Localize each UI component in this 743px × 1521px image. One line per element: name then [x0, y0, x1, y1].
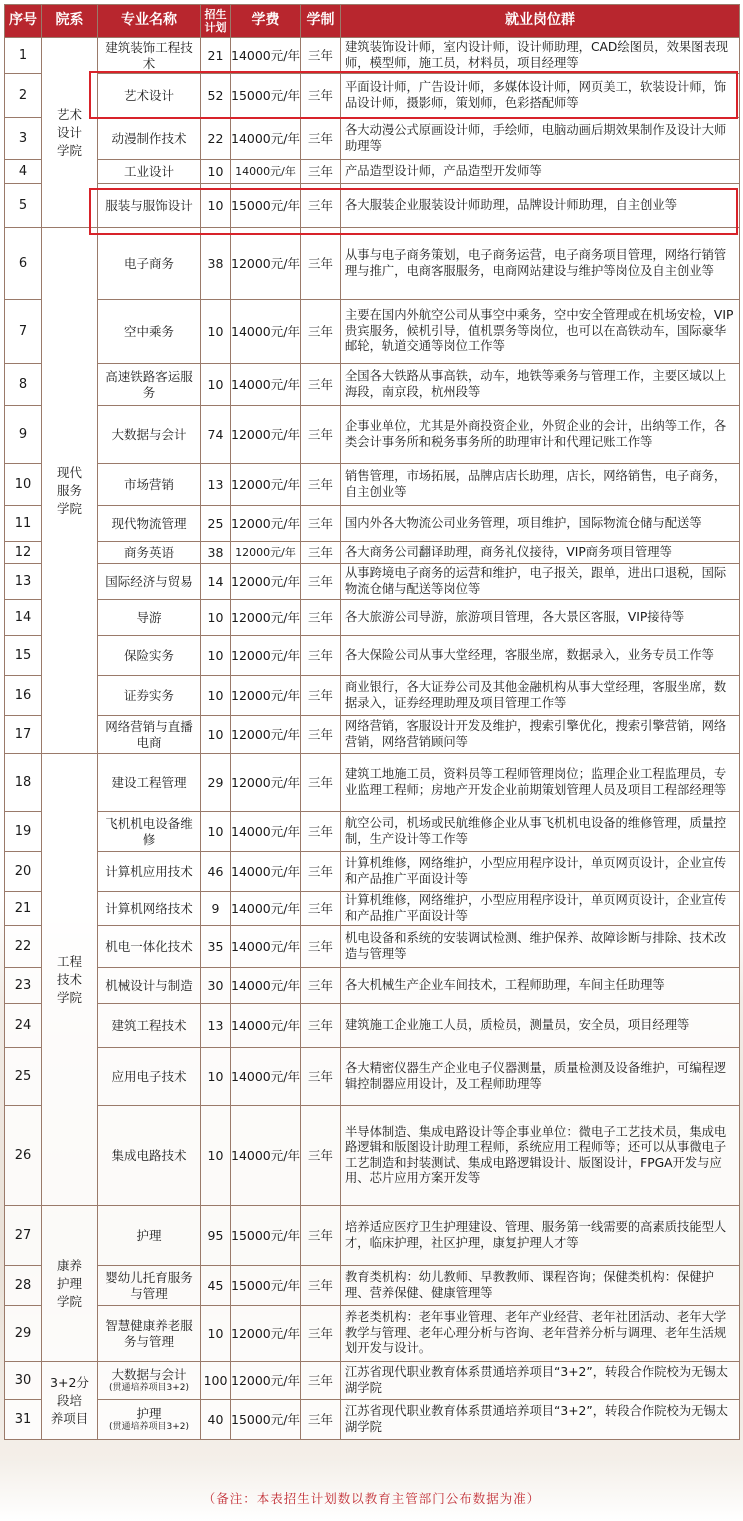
major-name: 动漫制作技术 — [98, 118, 201, 160]
header-no: 序号 — [5, 5, 42, 38]
job-positions: 各大旅游公司导游，旅游项目管理，各大景区客服，VIP接待等 — [341, 600, 740, 636]
enrollment-plan: 100 — [201, 1362, 231, 1400]
row-number: 22 — [5, 926, 42, 968]
row-number: 5 — [5, 184, 42, 228]
enrollment-plan: 10 — [201, 676, 231, 716]
major-name: 护理 — [98, 1206, 201, 1266]
table-row — [5, 406, 740, 464]
job-positions: 计算机维修，网络维护，小型应用程序设计，单页网页设计，企业宣传和产品推广平面设计等 — [341, 892, 740, 926]
tuition-fee: 14000元/年 — [231, 1004, 301, 1048]
tuition-fee: 14000元/年 — [231, 812, 301, 852]
tuition-fee: 12000元/年 — [231, 716, 301, 754]
table-row — [5, 74, 740, 118]
study-duration: 三年 — [301, 38, 341, 74]
major-name: 建筑装饰工程技术 — [98, 38, 201, 74]
table-row — [5, 1400, 740, 1440]
table-row — [5, 1048, 740, 1106]
major-name: 智慧健康养老服务与管理 — [98, 1306, 201, 1362]
row-number: 16 — [5, 676, 42, 716]
job-positions: 江苏省现代职业教育体系贯通培养项目“3+2”，转段合作院校为无锡太湖学院 — [341, 1362, 740, 1400]
enrollment-plan: 13 — [201, 464, 231, 506]
study-duration: 三年 — [301, 754, 341, 812]
row-number: 27 — [5, 1206, 42, 1266]
enrollment-plan: 95 — [201, 1206, 231, 1266]
major-name: 国际经济与贸易 — [98, 564, 201, 600]
tuition-fee: 14000元/年 — [231, 1106, 301, 1206]
job-positions: 主要在国内外航空公司从事空中乘务，空中安全管理或在机场安检，VIP贵宾服务，候机引导，值机票务等岗位，也可以在高铁动车，国际豪华邮轮，轨道交通等岗位工作等 — [341, 300, 740, 364]
study-duration: 三年 — [301, 1266, 341, 1306]
job-positions: 建筑装饰设计师，室内设计师，设计师助理，CAD绘图员，效果图表现师，模型师，施工员，材料员，项目经理等 — [341, 38, 740, 74]
tuition-fee: 12000元/年 — [231, 1362, 301, 1400]
major-name: 工业设计 — [98, 160, 201, 184]
table-row — [5, 892, 740, 926]
study-duration: 三年 — [301, 300, 341, 364]
table-row — [5, 228, 740, 300]
study-duration: 三年 — [301, 160, 341, 184]
table-row — [5, 564, 740, 600]
table-header-row — [5, 5, 740, 38]
tuition-fee: 12000元/年 — [231, 600, 301, 636]
table-row — [5, 1266, 740, 1306]
enrollment-table — [4, 4, 740, 1440]
job-positions: 教育类机构：幼儿教师、早教教师、课程咨询；保健类机构：保健护理、营养保健、健康管理等 — [341, 1266, 740, 1306]
study-duration: 三年 — [301, 1004, 341, 1048]
enrollment-plan: 10 — [201, 1106, 231, 1206]
college-name: 工程 技术 学院 — [42, 754, 98, 1206]
row-number: 3 — [5, 118, 42, 160]
table-row — [5, 1106, 740, 1206]
study-duration: 三年 — [301, 1206, 341, 1266]
study-duration: 三年 — [301, 1048, 341, 1106]
job-positions: 各大机械生产企业车间技术，工程师助理，车间主任助理等 — [341, 968, 740, 1004]
major-name: 计算机应用技术 — [98, 852, 201, 892]
enrollment-plan: 38 — [201, 542, 231, 564]
tuition-fee: 14000元/年 — [231, 364, 301, 406]
row-number: 26 — [5, 1106, 42, 1206]
row-number: 8 — [5, 364, 42, 406]
enrollment-plan: 10 — [201, 716, 231, 754]
major-name: 市场营销 — [98, 464, 201, 506]
study-duration: 三年 — [301, 118, 341, 160]
row-number: 10 — [5, 464, 42, 506]
header-college: 院系 — [42, 5, 98, 38]
tuition-fee: 14000元/年 — [231, 968, 301, 1004]
tuition-fee: 12000元/年 — [231, 564, 301, 600]
row-number: 6 — [5, 228, 42, 300]
major-name: 现代物流管理 — [98, 506, 201, 542]
major-name: 机械设计与制造 — [98, 968, 201, 1004]
table-row — [5, 1206, 740, 1266]
enrollment-plan: 10 — [201, 160, 231, 184]
row-number: 12 — [5, 542, 42, 564]
table-row — [5, 716, 740, 754]
college-name: 现代 服务 学院 — [42, 228, 98, 754]
study-duration: 三年 — [301, 406, 341, 464]
table-row — [5, 600, 740, 636]
enrollment-plan: 10 — [201, 364, 231, 406]
job-positions: 从事跨境电子商务的运营和维护，电子报关，跟单，进出口退税，国际物流仓储与配送等岗位等 — [341, 564, 740, 600]
row-number: 31 — [5, 1400, 42, 1440]
job-positions: 计算机维修，网络维护，小型应用程序设计，单页网页设计，企业宣传和产品推广平面设计等 — [341, 852, 740, 892]
table-row — [5, 926, 740, 968]
study-duration: 三年 — [301, 506, 341, 542]
row-number: 18 — [5, 754, 42, 812]
study-duration: 三年 — [301, 1306, 341, 1362]
job-positions: 平面设计师，广告设计师，多媒体设计师，网页美工，软装设计师，饰品设计师，摄影师，策划师，色彩搭配师等 — [341, 74, 740, 118]
major-name: 电子商务 — [98, 228, 201, 300]
job-positions: 各大保险公司从事大堂经理，客服坐席，数据录入，业务专员工作等 — [341, 636, 740, 676]
enrollment-plan: 35 — [201, 926, 231, 968]
enrollment-plan: 46 — [201, 852, 231, 892]
tuition-fee: 12000元/年 — [231, 636, 301, 676]
enrollment-plan: 10 — [201, 636, 231, 676]
study-duration: 三年 — [301, 228, 341, 300]
study-duration: 三年 — [301, 676, 341, 716]
row-number: 20 — [5, 852, 42, 892]
major-name: 证券实务 — [98, 676, 201, 716]
major-name: 集成电路技术 — [98, 1106, 201, 1206]
major-name: 建设工程管理 — [98, 754, 201, 812]
tuition-fee: 12000元/年 — [231, 542, 301, 564]
tuition-fee: 14000元/年 — [231, 926, 301, 968]
study-duration: 三年 — [301, 184, 341, 228]
row-number: 21 — [5, 892, 42, 926]
row-number: 29 — [5, 1306, 42, 1362]
table-row — [5, 1306, 740, 1362]
job-positions: 各大动漫公式原画设计师，手绘师，电脑动画后期效果制作及设计大师助理等 — [341, 118, 740, 160]
job-positions: 半导体制造、集成电路设计等企事业单位：微电子工艺技术员，集成电路逻辑和版图设计助理工程师，系统应用工程师等；还可以从事微电子工艺制造和封装测试、集成电路逻辑设计、版图设计，FPGA开发与应用、芯片应用方案开发等 — [341, 1106, 740, 1206]
enrollment-plan: 30 — [201, 968, 231, 1004]
study-duration: 三年 — [301, 852, 341, 892]
tuition-fee: 15000元/年 — [231, 1206, 301, 1266]
study-duration: 三年 — [301, 1400, 341, 1440]
major-name: 应用电子技术 — [98, 1048, 201, 1106]
tuition-fee: 14000元/年 — [231, 1048, 301, 1106]
job-positions: 机电设备和系统的安装调试检测、维护保养、故障诊断与排除、技术改造与管理等 — [341, 926, 740, 968]
major-name: 保险实务 — [98, 636, 201, 676]
footnote: （备注：本表招生计划数以教育主管部门公布数据为准） — [202, 1491, 541, 1506]
row-number: 7 — [5, 300, 42, 364]
row-number: 15 — [5, 636, 42, 676]
job-positions: 各大商务公司翻译助理，商务礼仪接待，VIP商务项目管理等 — [341, 542, 740, 564]
study-duration: 三年 — [301, 716, 341, 754]
table-row — [5, 364, 740, 406]
job-positions: 各大服装企业服装设计师助理，品牌设计师助理，自主创业等 — [341, 184, 740, 228]
major-name: 大数据与会计 — [98, 406, 201, 464]
study-duration: 三年 — [301, 542, 341, 564]
header-jobs: 就业岗位群 — [341, 5, 740, 38]
tuition-fee: 14000元/年 — [231, 852, 301, 892]
row-number: 14 — [5, 600, 42, 636]
job-positions: 全国各大铁路从事高铁，动车，地铁等乘务与管理工作，主要区域以上海段，南京段，杭州段等 — [341, 364, 740, 406]
row-number: 13 — [5, 564, 42, 600]
table-row — [5, 118, 740, 160]
table-row — [5, 968, 740, 1004]
major-name: 飞机机电设备维修 — [98, 812, 201, 852]
enrollment-plan: 45 — [201, 1266, 231, 1306]
study-duration: 三年 — [301, 564, 341, 600]
row-number: 9 — [5, 406, 42, 464]
enrollment-plan: 29 — [201, 754, 231, 812]
tuition-fee: 14000元/年 — [231, 300, 301, 364]
enrollment-plan: 10 — [201, 300, 231, 364]
college-name: 3+2分 段培 养项目 — [42, 1362, 98, 1440]
major-name: 高速铁路客运服务 — [98, 364, 201, 406]
study-duration: 三年 — [301, 968, 341, 1004]
table-row — [5, 300, 740, 364]
enrollment-plan: 74 — [201, 406, 231, 464]
study-duration: 三年 — [301, 812, 341, 852]
table-row — [5, 160, 740, 184]
job-positions: 企事业单位，尤其是外商投资企业，外贸企业的会计，出纳等工作，各类会计事务所和税务事务所的助理审计和代理记账工作等 — [341, 406, 740, 464]
major-name: 商务英语 — [98, 542, 201, 564]
major-name: 空中乘务 — [98, 300, 201, 364]
study-duration: 三年 — [301, 636, 341, 676]
enrollment-plan: 13 — [201, 1004, 231, 1048]
row-number: 30 — [5, 1362, 42, 1400]
tuition-fee: 15000元/年 — [231, 74, 301, 118]
enrollment-plan: 14 — [201, 564, 231, 600]
job-positions: 建筑施工企业施工人员，质检员，测量员，安全员，项目经理等 — [341, 1004, 740, 1048]
table-row — [5, 754, 740, 812]
row-number: 24 — [5, 1004, 42, 1048]
table-row — [5, 184, 740, 228]
major-name: 婴幼儿托育服务与管理 — [98, 1266, 201, 1306]
tuition-fee: 12000元/年 — [231, 464, 301, 506]
table-row — [5, 1004, 740, 1048]
tuition-fee: 12000元/年 — [231, 228, 301, 300]
study-duration: 三年 — [301, 1106, 341, 1206]
table-row — [5, 1362, 740, 1400]
enrollment-plan: 10 — [201, 184, 231, 228]
job-positions: 国内外各大物流公司业务管理，项目维护，国际物流仓储与配送等 — [341, 506, 740, 542]
table-row — [5, 542, 740, 564]
tuition-fee: 12000元/年 — [231, 754, 301, 812]
job-positions: 航空公司，机场或民航维修企业从事飞机机电设备的维修管理，质量控制，生产设计等工作等 — [341, 812, 740, 852]
major-name: 服装与服饰设计 — [98, 184, 201, 228]
row-number: 28 — [5, 1266, 42, 1306]
tuition-fee: 14000元/年 — [231, 160, 301, 184]
enrollment-plan: 10 — [201, 1048, 231, 1106]
study-duration: 三年 — [301, 364, 341, 406]
job-positions: 建筑工地施工员，资料员等工程师管理岗位；监理企业工程监理员，专业监理工程师；房地产开发企业前期策划管理人员及项目工程部经理等 — [341, 754, 740, 812]
enrollment-plan: 22 — [201, 118, 231, 160]
row-number: 11 — [5, 506, 42, 542]
major-subnote: (贯通培养项目3+2) — [108, 1383, 190, 1394]
tuition-fee: 14000元/年 — [231, 892, 301, 926]
tuition-fee: 15000元/年 — [231, 1266, 301, 1306]
enrollment-plan: 38 — [201, 228, 231, 300]
major-name: 导游 — [98, 600, 201, 636]
job-positions: 销售管理，市场拓展，品牌店店长助理，店长，网络销售，电子商务，自主创业等 — [341, 464, 740, 506]
study-duration: 三年 — [301, 1362, 341, 1400]
major-name: 艺术设计 — [98, 74, 201, 118]
tuition-fee: 14000元/年 — [231, 118, 301, 160]
enrollment-plan: 52 — [201, 74, 231, 118]
job-positions: 商业银行，各大证券公司及其他金融机构从事大堂经理，客服坐席，数据录入，证券经理助理及项目管理工作等 — [341, 676, 740, 716]
header-fee: 学费 — [231, 5, 301, 38]
study-duration: 三年 — [301, 74, 341, 118]
table-row — [5, 812, 740, 852]
major-name: 护理 (贯通培养项目3+2) — [98, 1400, 201, 1440]
row-number: 1 — [5, 38, 42, 74]
job-positions: 网络营销，客服设计开发及维护，搜索引擎优化，搜索引擎营销，网络营销，网络营销顾问等 — [341, 716, 740, 754]
enrollment-plan: 10 — [201, 1306, 231, 1362]
tuition-fee: 12000元/年 — [231, 676, 301, 716]
tuition-fee: 14000元/年 — [231, 38, 301, 74]
tuition-fee: 12000元/年 — [231, 406, 301, 464]
major-name: 计算机网络技术 — [98, 892, 201, 926]
table-row — [5, 676, 740, 716]
row-number: 19 — [5, 812, 42, 852]
job-positions: 各大精密仪器生产企业电子仪器测量，质量检测及设备维护，可编程逻辑控制器应用设计，及工程师助理等 — [341, 1048, 740, 1106]
row-number: 4 — [5, 160, 42, 184]
row-number: 23 — [5, 968, 42, 1004]
tuition-fee: 12000元/年 — [231, 506, 301, 542]
job-positions: 养老类机构：老年事业管理、老年产业经营、老年社团活动、老年大学教学与管理、老年心理分析与咨询、老年营养分析与调理、老年生活规划开发与设计。 — [341, 1306, 740, 1362]
row-number: 2 — [5, 74, 42, 118]
table-row — [5, 636, 740, 676]
college-name: 康养 护理 学院 — [42, 1206, 98, 1362]
header-duration: 学制 — [301, 5, 341, 38]
major-name: 大数据与会计 (贯通培养项目3+2) — [98, 1362, 201, 1400]
job-positions: 产品造型设计师，产品造型开发师等 — [341, 160, 740, 184]
table-row — [5, 852, 740, 892]
job-positions: 江苏省现代职业教育体系贯通培养项目“3+2”，转段合作院校为无锡太湖学院 — [341, 1400, 740, 1440]
table-row — [5, 464, 740, 506]
major-name: 建筑工程技术 — [98, 1004, 201, 1048]
job-positions: 培养适应医疗卫生护理建设、管理、服务第一线需要的高素质技能型人才，临床护理，社区护理，康复护理人才等 — [341, 1206, 740, 1266]
enrollment-plan: 10 — [201, 600, 231, 636]
study-duration: 三年 — [301, 892, 341, 926]
enrollment-plan: 9 — [201, 892, 231, 926]
enrollment-plan: 10 — [201, 812, 231, 852]
table-row — [5, 38, 740, 74]
enrollment-plan: 40 — [201, 1400, 231, 1440]
tuition-fee: 15000元/年 — [231, 1400, 301, 1440]
header-plan: 招生 计划 — [201, 5, 231, 38]
college-name: 艺术 设计 学院 — [42, 38, 98, 228]
header-major: 专业名称 — [98, 5, 201, 38]
tuition-fee: 15000元/年 — [231, 184, 301, 228]
major-name: 机电一体化技术 — [98, 926, 201, 968]
job-positions: 从事与电子商务策划，电子商务运营，电子商务项目管理，网络行销管理与推广，电商客服服务，电商网站建设与维护等岗位及自主创业等 — [341, 228, 740, 300]
major-subnote: (贯通培养项目3+2) — [108, 1422, 190, 1433]
study-duration: 三年 — [301, 600, 341, 636]
enrollment-plan: 25 — [201, 506, 231, 542]
tuition-fee: 12000元/年 — [231, 1306, 301, 1362]
major-name: 网络营销与直播电商 — [98, 716, 201, 754]
row-number: 25 — [5, 1048, 42, 1106]
row-number: 17 — [5, 716, 42, 754]
study-duration: 三年 — [301, 926, 341, 968]
enrollment-plan: 21 — [201, 38, 231, 74]
table-row — [5, 506, 740, 542]
study-duration: 三年 — [301, 464, 341, 506]
